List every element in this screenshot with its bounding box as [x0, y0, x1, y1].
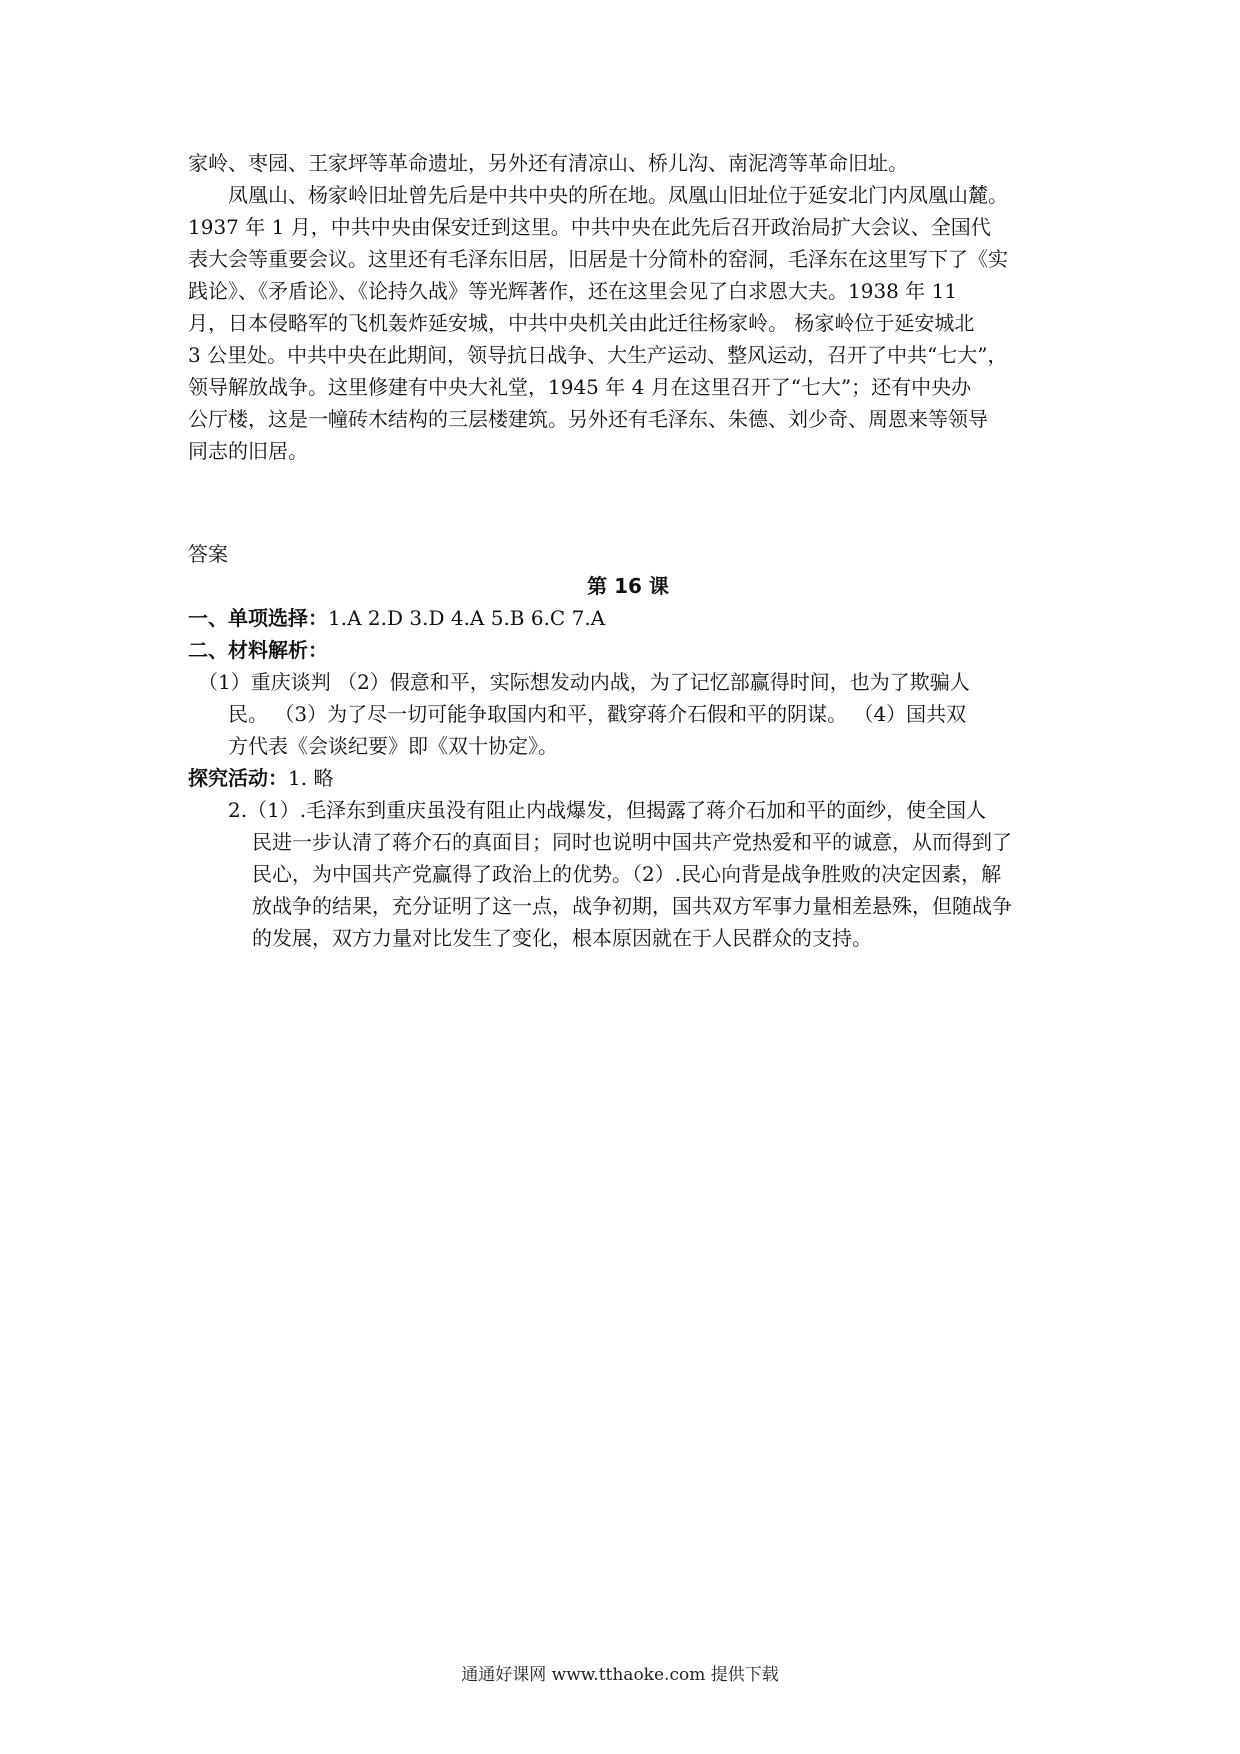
material-line: （1）重庆谈判 （2）假意和平，实际想发动内战，为了记忆部赢得时间，也为了欺骗人: [198, 670, 970, 694]
intro-para-line: 表大会等重要会议。这里还有毛泽东旧居，旧居是十分简朴的窑洞，毛泽东在这里写下了《实: [188, 247, 1008, 271]
single-choice-values: 1.A 2.D 3.D 4.A 5.B 6.C 7.A: [328, 606, 606, 630]
intro-para-line: 践论》、《矛盾论》、《论持久战》等光辉著作，还在这里会见了白求恩大夫。1938 年 11: [188, 279, 958, 303]
answers-heading: 答案: [188, 542, 228, 566]
material-line: 方代表《会谈纪要》即《双十协定》。: [228, 734, 558, 758]
intro-para-line: 公厅楼，这是一幢砖木结构的三层楼建筑。另外还有毛泽东、朱德、刘少奇、周恩来等领导: [188, 407, 988, 431]
explore-row: [188, 762, 1068, 794]
intro-para-line: 凤凰山、杨家岭旧址曾先后是中共中央的所在地。凤凰山旧址位于延安北门内凤凰山麓。: [228, 183, 1008, 207]
intro-section: [188, 147, 1068, 467]
intro-para-line: 领导解放战争。这里修建有中央大礼堂，1945 年 4 月在这里召开了“七大”；还有中央办: [188, 375, 972, 399]
intro-para-line: 3 公里处。中共中央在此期间，领导抗日战争、大生产运动、整风运动，召开了中共“七大”，: [188, 343, 1008, 367]
answers-section: [188, 538, 1068, 954]
single-choice-label: 一、单项选择：: [188, 606, 328, 630]
explore-label: 探究活动：: [188, 766, 288, 790]
material-label: 二、材料解析：: [188, 638, 328, 662]
explore-line: 的发展，双方力量对比发生了变化，根本原因就在于人民群众的支持。: [252, 926, 872, 950]
intro-line-1: 家岭、枣园、王家坪等革命遗址，另外还有清凉山、桥儿沟、南泥湾等革命旧址。: [188, 151, 908, 175]
single-choice-row: [188, 602, 1068, 634]
explore-first: 1. 略: [288, 766, 334, 790]
explore-line: 放战争的结果，充分证明了这一点，战争初期，国共双方军事力量相差悬殊，但随战争: [252, 894, 1012, 918]
intro-para-line: 1937 年 1 月，中共中央由保安迁到这里。中共中央在此先后召开政治局扩大会议、全国代: [188, 215, 991, 239]
explore-line: 民心，为中国共产党赢得了政治上的优势。（2）.民心向背是战争胜败的决定因素，解: [252, 862, 1002, 886]
explore-line: 2.（1）.毛泽东到重庆虽没有阻止内战爆发，但揭露了蒋介石加和平的面纱，使全国人: [228, 798, 987, 822]
lesson-title: 第 16 课: [587, 574, 669, 598]
page-footer: 通通好课网 www.tthaoke.com 提供下载: [461, 1665, 779, 1685]
intro-para-line: 月，日本侵略军的飞机轰炸延安城，中共中央机关由此迁往杨家岭。 杨家岭位于延安城北: [188, 311, 975, 335]
material-line: 民。 （3）为了尽一切可能争取国内和平，戳穿蒋介石假和平的阴谋。 （4）国共双: [228, 702, 967, 726]
intro-para-line: 同志的旧居。: [188, 439, 308, 463]
explore-line: 民进一步认清了蒋介石的真面目；同时也说明中国共产党热爱和平的诚意，从而得到了: [252, 830, 1012, 854]
